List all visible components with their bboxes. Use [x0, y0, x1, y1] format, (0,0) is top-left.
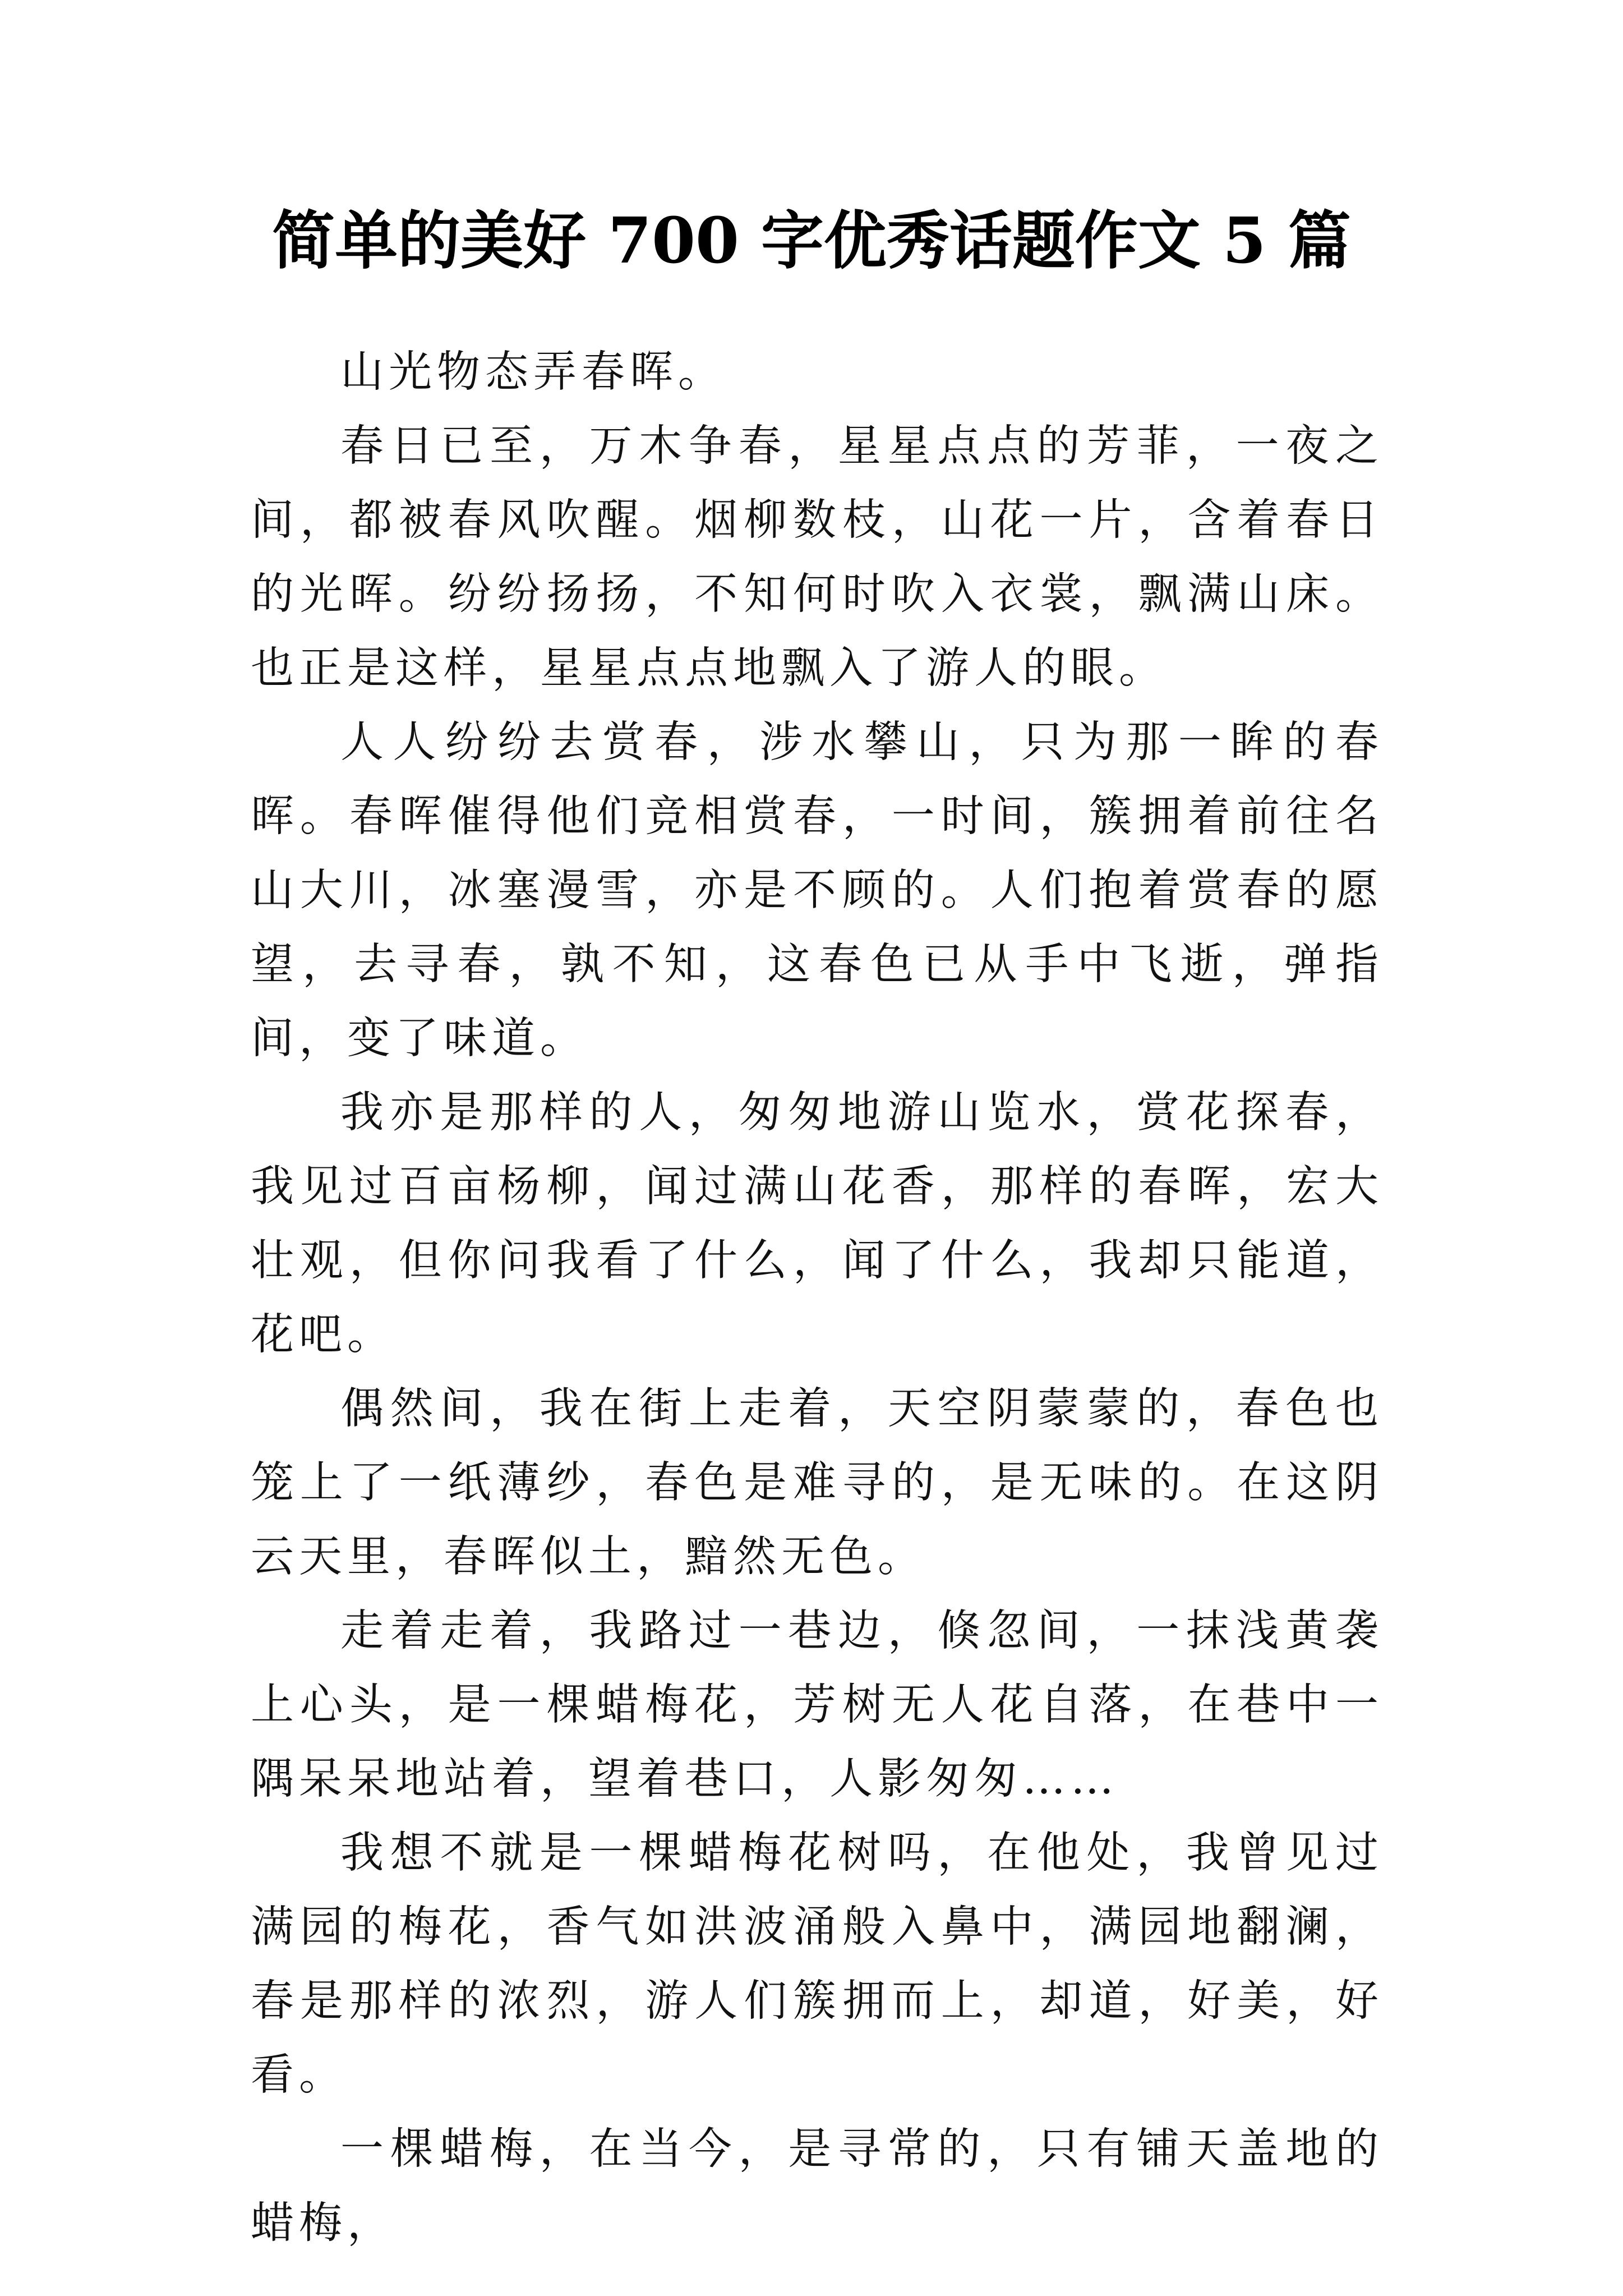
paragraph: 偶然间，我在街上走着，天空阴蒙蒙的，春色也笼上了一纸薄纱，春色是难寻的，是无味的。在这阴云天里，春晖似土，黯然无色。: [251, 1384, 1384, 1582]
paragraph: 一棵蜡梅，在当今，是寻常的，只有铺天盖地的蜡梅，: [251, 2124, 1384, 2248]
paragraph: 山光物态弄春晖。: [340, 347, 726, 397]
paragraph: 走着走着，我路过一巷边，倏忽间，一抹浅黄袭上心头，是一棵蜡梅花，芳树无人花自落，在巷中一隅呆呆地站着，望着巷口，人影匆匆……: [251, 1606, 1384, 1804]
paragraph: 我想不就是一棵蜡梅花树吗，在他处，我曾见过满园的梅花，香气如洪波涌般入鼻中，满园地翻澜，春是那样的浓烈，游人们簇拥而上，却道，好美，好看。: [251, 1828, 1384, 2100]
paragraph: 春日已至，万木争春，星星点点的芳菲，一夜之间，都被春风吹醒。烟柳数枝，山花一片，含着春日的光晖。纷纷扬扬，不知何时吹入衣裳，飘满山床。也正是这样，星星点点地飘入了游人的眼。: [251, 421, 1384, 693]
paragraph: 我亦是那样的人，匆匆地游山览水，赏花探春，我见过百亩杨柳，闻过满山花香，那样的春晖，宏大壮观，但你问我看了什么，闻了什么，我却只能道，花吧。: [251, 1088, 1384, 1360]
paragraph: 人人纷纷去赏春，涉水攀山，只为那一眸的春晖。春晖催得他们竞相赏春，一时间，簇拥着前往名山大川，冰塞漫雪，亦是不顾的。人们抱着赏春的愿望，去寻春，孰不知，这春色已从手中飞逝，弹指间，变了味道。: [251, 717, 1384, 1064]
document-title: 简单的美好 700 字优秀话题作文 5 篇: [272, 204, 1351, 278]
document-body: [251, 335, 1384, 2261]
